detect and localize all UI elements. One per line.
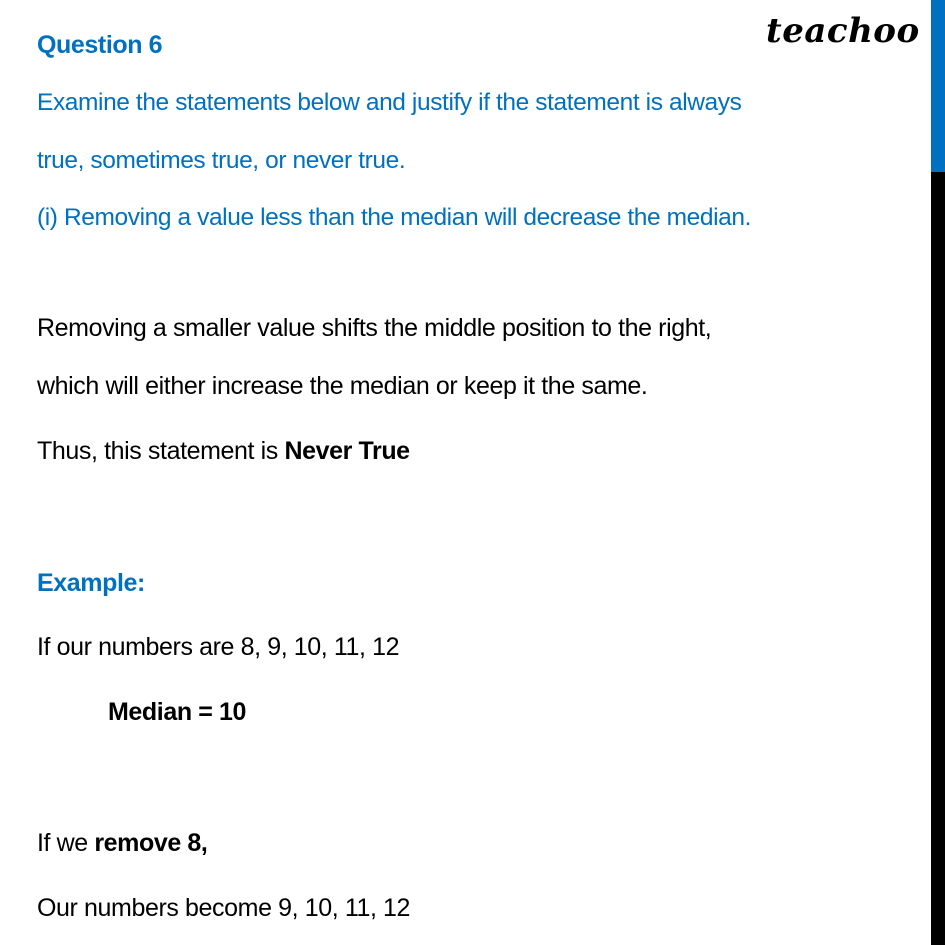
example-remove-line bbox=[37, 831, 207, 856]
right-edge-bar bbox=[931, 0, 945, 945]
example-remove-bold: remove 8, bbox=[94, 829, 208, 857]
example-numbers-line: If our numbers are 8, 9, 10, 11, 12 bbox=[37, 633, 400, 661]
question-line-3: (i) Removing a value less than the median will decrease the median. bbox=[37, 204, 752, 231]
example-new-numbers-line: Our numbers become 9, 10, 11, 12 bbox=[37, 894, 411, 922]
answer-conclusion bbox=[37, 439, 410, 464]
example-title: Example: bbox=[37, 569, 145, 597]
teachoo-logo: teachoo bbox=[766, 11, 920, 51]
answer-conclusion-verdict: Never True bbox=[284, 437, 410, 465]
answer-line-2: which will either increase the median or keep it the same. bbox=[37, 372, 648, 400]
example-remove-prefix: If we bbox=[37, 829, 95, 857]
answer-line-1: Removing a smaller value shifts the middle position to the right, bbox=[37, 314, 712, 342]
example-median-line: Median = 10 bbox=[108, 698, 247, 726]
answer-conclusion-prefix: Thus, this statement is bbox=[37, 437, 285, 465]
question-line-2: true, sometimes true, or never true. bbox=[37, 147, 406, 174]
question-line-1: Examine the statements below and justify if the statement is always bbox=[37, 89, 742, 116]
question-title: Question 6 bbox=[37, 31, 163, 59]
right-edge-bar-accent bbox=[931, 0, 945, 172]
